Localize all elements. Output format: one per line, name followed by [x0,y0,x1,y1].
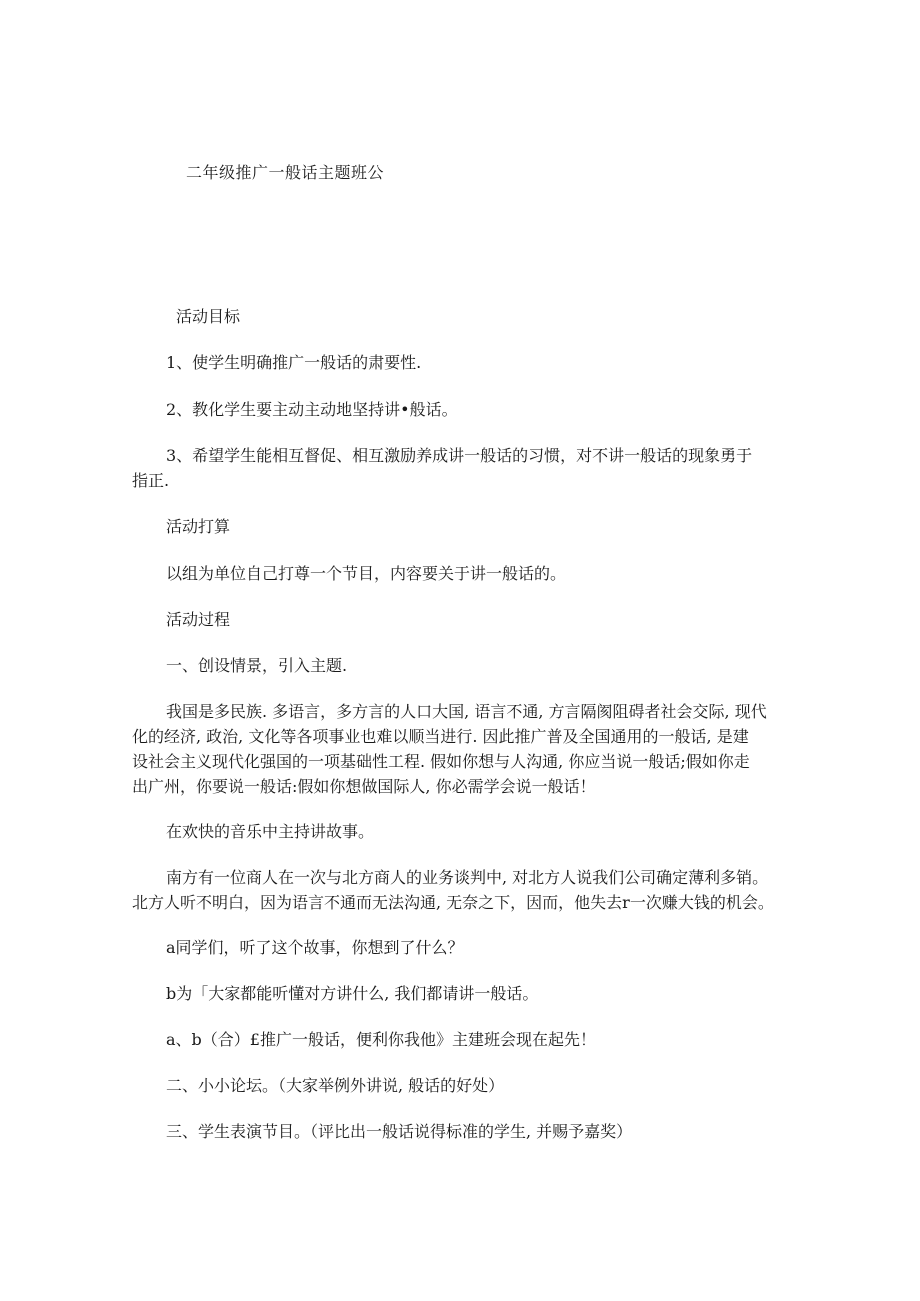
paragraph-intro-line: 出广州，你要说一般话:假如你想做国际人, 你必需学会说一般话！ [132,777,596,796]
paragraph-story-line: 南方有一位商人在一次与北方商人的业务谈判中, 对北方人说我们公司确定薄利多销。 [166,868,769,887]
goal-item-3: 3、希望学生能相互督促、相互激励养成讲一般话的习惯，对不讲一般话的现象勇于 [166,446,753,465]
plan-text: 以组为单位自己打尊一个节目，内容要关于讲一般话的。 [166,564,567,583]
goal-heading: 活动目标 [176,307,241,326]
document-title: 二年级推广一般话主题班公 [186,163,385,182]
paragraph-intro [132,699,796,799]
paragraph-intro-line: 设社会主义现代化强国的一项基础性工程. 假如你想与人沟通, 你应当说一般话;假如你走 [132,752,750,771]
dialogue-ab: a、b（合）£推广一般话，便利你我他》主建班会现在起先！ [166,1030,596,1049]
dialogue-a: a同学们，听了这个故事，你想到了什么？ [166,938,464,957]
dialogue-b: b为「大家都能听懂对方讲什么, 我们都请讲一般话。 [166,984,539,1003]
plan-heading: 活动打算 [166,517,231,536]
goal-item-1: 1、使学生明确推广一般话的肃要性. [166,353,422,372]
step-1-heading: 一、创设情景，引入主题. [166,656,348,675]
paragraph-story-intro: 在欢快的音乐中主持讲故事。 [166,822,375,841]
paragraph-intro-line: 我国是多民族. 多语言，多方言的人口大国, 语言不通, 方言隔阂阻碍者社会交际, 现代 [166,702,767,721]
paragraph-story [132,865,796,915]
goal-item-3-continued: 指正. [132,471,170,490]
paragraph-intro-line: 化的经济, 政治, 文化等各项事业也难以顺当进行. 因此推广普及全国通用的一般话, 是建 [132,727,749,746]
paragraph-story-line: 北方人听不明白，因为语言不通而无法沟通, 无奈之下，因而，他失去r一次赚大钱的机会。 [132,893,774,912]
step-3-heading: 三、学生表演节目。（评比出一般话说得标准的学生, 并赐予嘉奖） [166,1122,633,1141]
goal-item-2: 2、教化学生要主动主动地坚持讲•般话。 [166,400,458,419]
process-heading: 活动过程 [166,610,231,629]
step-2-heading: 二、小小论坛。（大家举例外讲说, 般话的好处） [166,1076,505,1095]
